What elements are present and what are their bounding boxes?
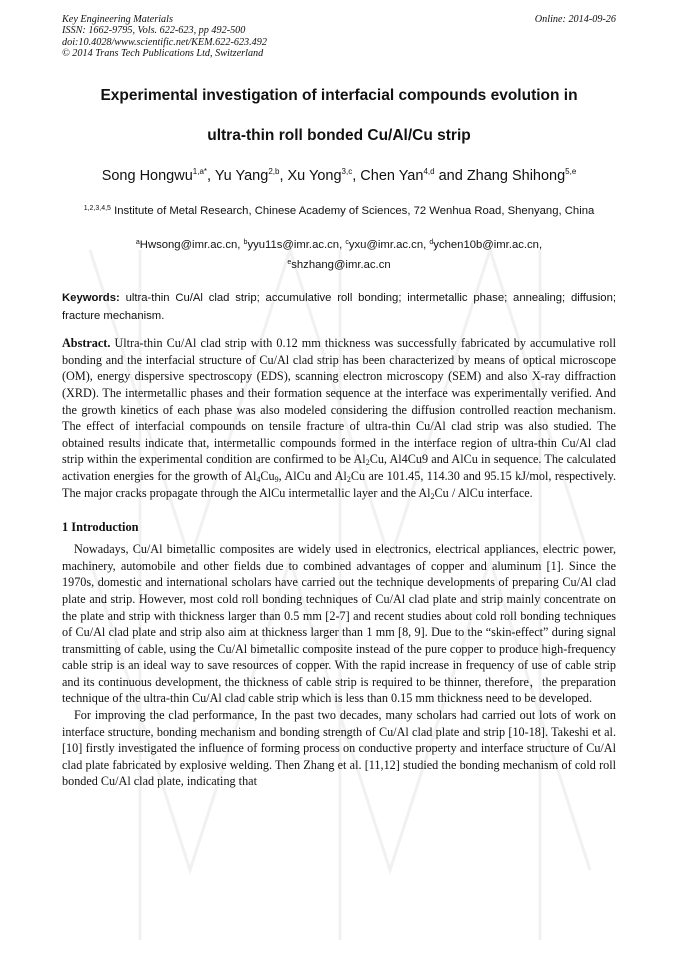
issn-line: ISSN: 1662-9795, Vols. 622-623, pp 492-500 — [62, 25, 246, 37]
affiliation: $^{1,2,3,4,5}$ Institute of Metal Research, Chinese Academy of Sciences, 72 Wenhua Road, Shenyang, China — [83, 205, 595, 218]
doi-line: doi:10.4028/www.scientific.net/KEM.622-623.492 — [62, 36, 267, 48]
journal-header — [62, 14, 616, 59]
author: Zhang Shihong$^{5,e}$ — [466, 167, 577, 185]
author: Xu Yong$^{3,c}$ — [287, 167, 353, 185]
author: Chen Yan$^{4,d}$ — [360, 167, 435, 185]
email: $^b$yyu11s@imr.ac.cn — [243, 239, 340, 252]
keywords-label: Keywords: — [62, 292, 120, 305]
online-date: Online: 2014-09-26 — [534, 14, 616, 25]
keywords-text: ultra-thin Cu/Al clad strip; accumulative roll bonding; intermetallic phase; annealing; diffusion; fracture mechanism. — [62, 292, 616, 322]
abstract-label: Abstract. — [62, 336, 111, 351]
author-list: Song Hongwu$^{1,a*}$, Yu Yang$^{2,b}$, Xu Yong$^{3,c}$, Chen Yan$^{4,d}$ and Zhang Shihong$^{5,e}$ — [101, 167, 577, 185]
body-paragraph: Nowadays, Cu/Al bimetallic composites are widely used in electronics, electrical appliances, electric power, machinery, automobile and other fields due to combined advantages of copper and aluminum [1]. Since the 1970s, domestic and international scholars have carried out the technique developments of preparing Cu/Al clad plate and strip. However, most cold roll bonding techniques of Cu/Al clad plate and strip mainly concentrate on the plate and strip with thickness larger than 0.5 mm [2-7] and recent studies about cold roll bonding techniques of Cu/Al clad plate and strip also aim at thickness larger than 1 mm [8, 9]. Due to the “skin-effect” during signal transmitting of cable, using the Cu/Al bimetallic composite instead of the pure copper to produce high-frequency cable strip is an ideal way to save resources of copper. With the rapid increase in frequency of use of cable strip and its continuous development, the thickness of cable strip is required to be thinner, therefore，the preparation technique of the ultra-thin Cu/Al clad cable strip which is less than 0.15 mm thickness need to be developed. — [62, 542, 616, 706]
author: Song Hongwu$^{1,a*}$ — [101, 167, 208, 185]
keywords — [62, 290, 616, 325]
abstract: Abstract. Ultra-thin Cu/Al clad strip with 0.12 mm thickness was successfully fabricated by accumulative roll bonding and the interfacial structure of Cu/Al clad strip has been characterized by means of optical microscope (OM), energy dispersive spectroscopy (EDS), scanning electron microscopy (SEM) and also X-ray diffraction (XRD). The intermetallic phases and their formation sequence at the interface was experimentally verified. And the growth kinetics of each phase was also modeled considering the diffusion controlled reaction mechanism. The effect of interfacial compounds on tensile fracture of ultra-thin Cu/Al clad strip was also studied. The obtained results indicate that, intermetallic compounds formed in the interface region of ultra-thin Cu/Al clad strip within the experimental condition are confirmed to be $Al_2Cu$, Al4Cu9 and AlCu in sequence. The calculated activation energies for the growth of $Al_4Cu_9$, AlCu and $Al_2Cu$ are 101.45, 114.30 and 95.15 kJ/mol, respectively. The major cracks propagate through the AlCu intermetallic layer and the $Al_2Cu$ / AlCu interface. — [62, 336, 617, 501]
email: $^c$yxu@imr.ac.cn — [345, 239, 424, 252]
paper-title-line-1: Experimental investigation of interfacial compounds evolution in — [100, 87, 578, 105]
email: $^a$Hwsong@imr.ac.cn — [135, 239, 238, 252]
copyright-line: © 2014 Trans Tech Publications Ltd, Switzerland — [62, 47, 264, 59]
section-heading: 1 Introduction — [62, 520, 139, 535]
paper-title-line-2: ultra-thin roll bonded Cu/Al/Cu strip — [207, 127, 471, 145]
author-emails: $^a$Hwsong@imr.ac.cn, $^b$yyu11s@imr.ac.cn, $^c$yxu@imr.ac.cn, $^d$ychen10b@imr.ac.cn, $^e$shzhang@imr.ac.cn — [135, 239, 543, 272]
email: $^d$ychen10b@imr.ac.cn — [429, 239, 539, 252]
journal-name: Key Engineering Materials — [62, 14, 173, 25]
body-paragraph: For improving the clad performance, In the past two decades, many scholars had carried out lots of work on interface structure, bonding mechanism and bonding strength of Cu/Al clad plate and strip [10-18]. Takeshi et al. [10] firstly investigated the influence of forming process on conductive property and interface structure of Cu/Al clad plate fabricated by explosive welding. Then Zhang et al. [11,12] studied the bonding mechanism of cold roll bonded Cu/Al clad plate, indicating that — [62, 708, 616, 789]
email: $^e$shzhang@imr.ac.cn — [287, 259, 391, 272]
author: Yu Yang$^{2,b}$ — [214, 167, 280, 185]
